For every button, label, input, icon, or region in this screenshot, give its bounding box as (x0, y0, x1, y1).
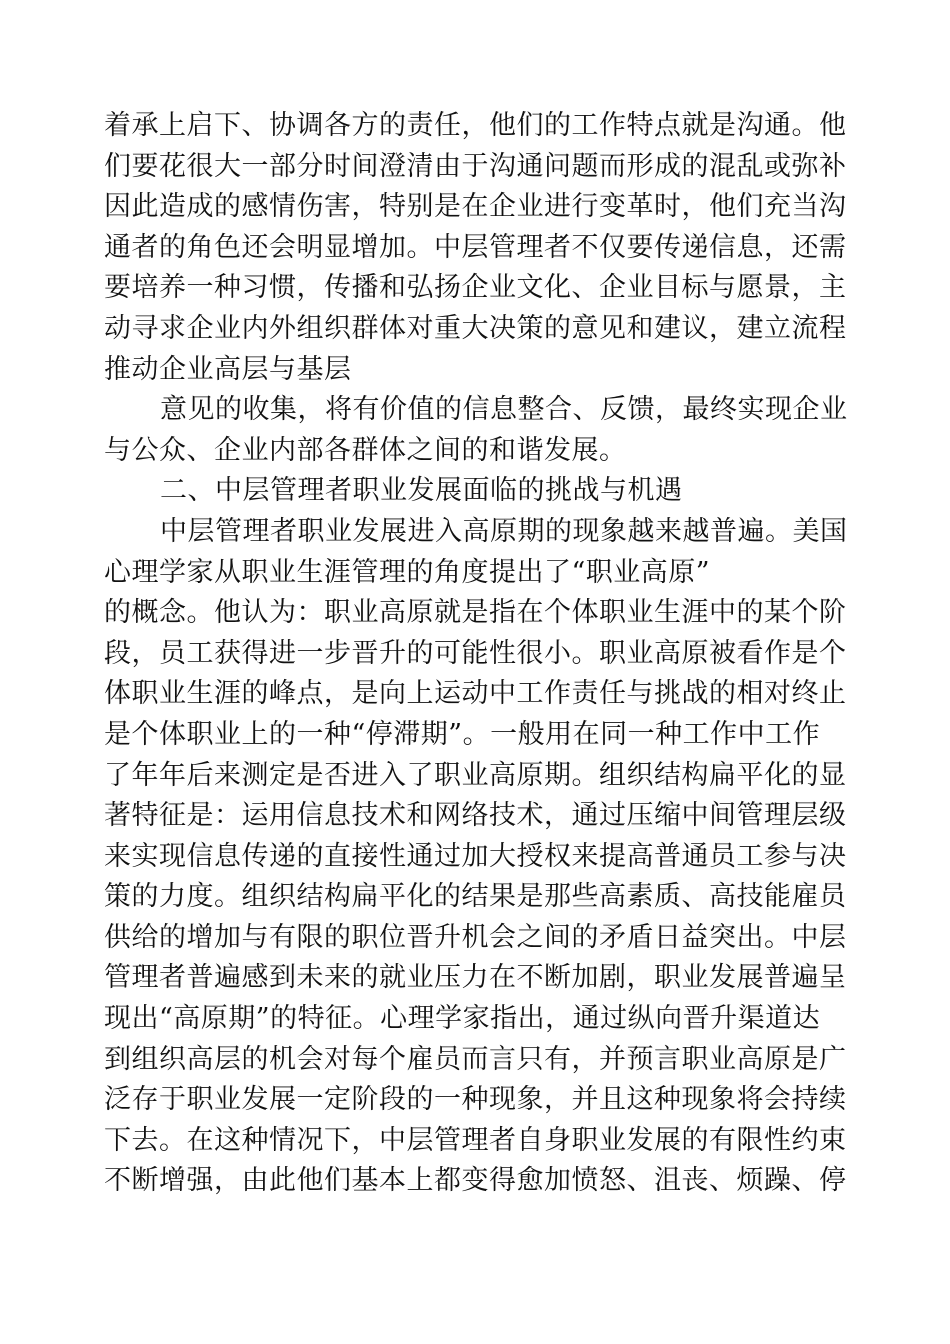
text-line: 着承上启下、协调各方的责任，他们的工作特点就是沟通。他 (104, 110, 847, 141)
paragraph-start-line: 意见的收集，将有价值的信息整合、反馈，最终实现企业 (160, 394, 848, 426)
text-line: 段，员工获得进一步晋升的可能性很小。职业高原被看作是个 (104, 637, 847, 669)
text-line: 是个体职业上的一种“停滞期”。一般用在同一种工作中工作 (104, 718, 821, 750)
paragraph-start-line: 中层管理者职业发展进入高原期的现象越来越普遍。美国 (160, 515, 848, 547)
text-line: 心理学家从职业生涯管理的角度提出了“职业高原” (104, 556, 711, 588)
text-line: 策的力度。组织结构扁平化的结果是那些高素质、高技能雇员 (104, 881, 847, 913)
text-line: 动寻求企业内外组织群体对重大决策的意见和建议，建立流程 (104, 312, 847, 344)
text-line: 现出“高原期”的特征。心理学家指出，通过纵向晋升渠道达 (104, 1003, 821, 1035)
section-heading: 二、中层管理者职业发展面临的挑战与机遇 (160, 475, 683, 507)
text-line: 通者的角色还会明显增加。中层管理者不仅要传递信息，还需 (104, 231, 847, 263)
text-line: 泛存于职业发展一定阶段的一种现象，并且这种现象将会持续 (104, 1084, 847, 1116)
text-line: 下去。在这种情况下，中层管理者自身职业发展的有限性约束 (104, 1124, 847, 1156)
text-line: 体职业生涯的峰点，是向上运动中工作责任与挑战的相对终止 (104, 678, 847, 710)
text-line: 来实现信息传递的直接性通过加大授权来提高普通员工参与决 (104, 840, 847, 872)
text-line: 了年年后来测定是否进入了职业高原期。组织结构扁平化的显 (104, 759, 847, 791)
text-line: 因此造成的感情伤害，特别是在企业进行变革时，他们充当沟 (104, 191, 847, 223)
text-line: 要培养一种习惯，传播和弘扬企业文化、企业目标与愿景，主 (104, 272, 847, 304)
text-line: 不断增强，由此他们基本上都变得愈加愤怒、沮丧、烦躁、停 (104, 1165, 847, 1197)
text-line: 供给的增加与有限的职位晋升机会之间的矛盾日益突出。中层 (104, 921, 847, 953)
text-line: 推动企业高层与基层 (104, 353, 352, 385)
text-line: 与公众、企业内部各群体之间的和谐发展。 (104, 434, 627, 466)
text-line: 到组织高层的机会对每个雇员而言只有，并预言职业高原是广 (104, 1043, 847, 1075)
text-line: 著特征是：运用信息技术和网络技术，通过压缩中间管理层级 (104, 800, 847, 832)
document-page (104, 106, 848, 1202)
text-line: 们要花很大一部分时间澄清由于沟通问题而形成的混乱或弥补 (104, 150, 847, 182)
text-line: 管理者普遍感到未来的就业压力在不断加剧，职业发展普遍呈 (104, 962, 847, 994)
text-line: 的概念。他认为：职业高原就是指在个体职业生涯中的某个阶 (104, 597, 847, 629)
